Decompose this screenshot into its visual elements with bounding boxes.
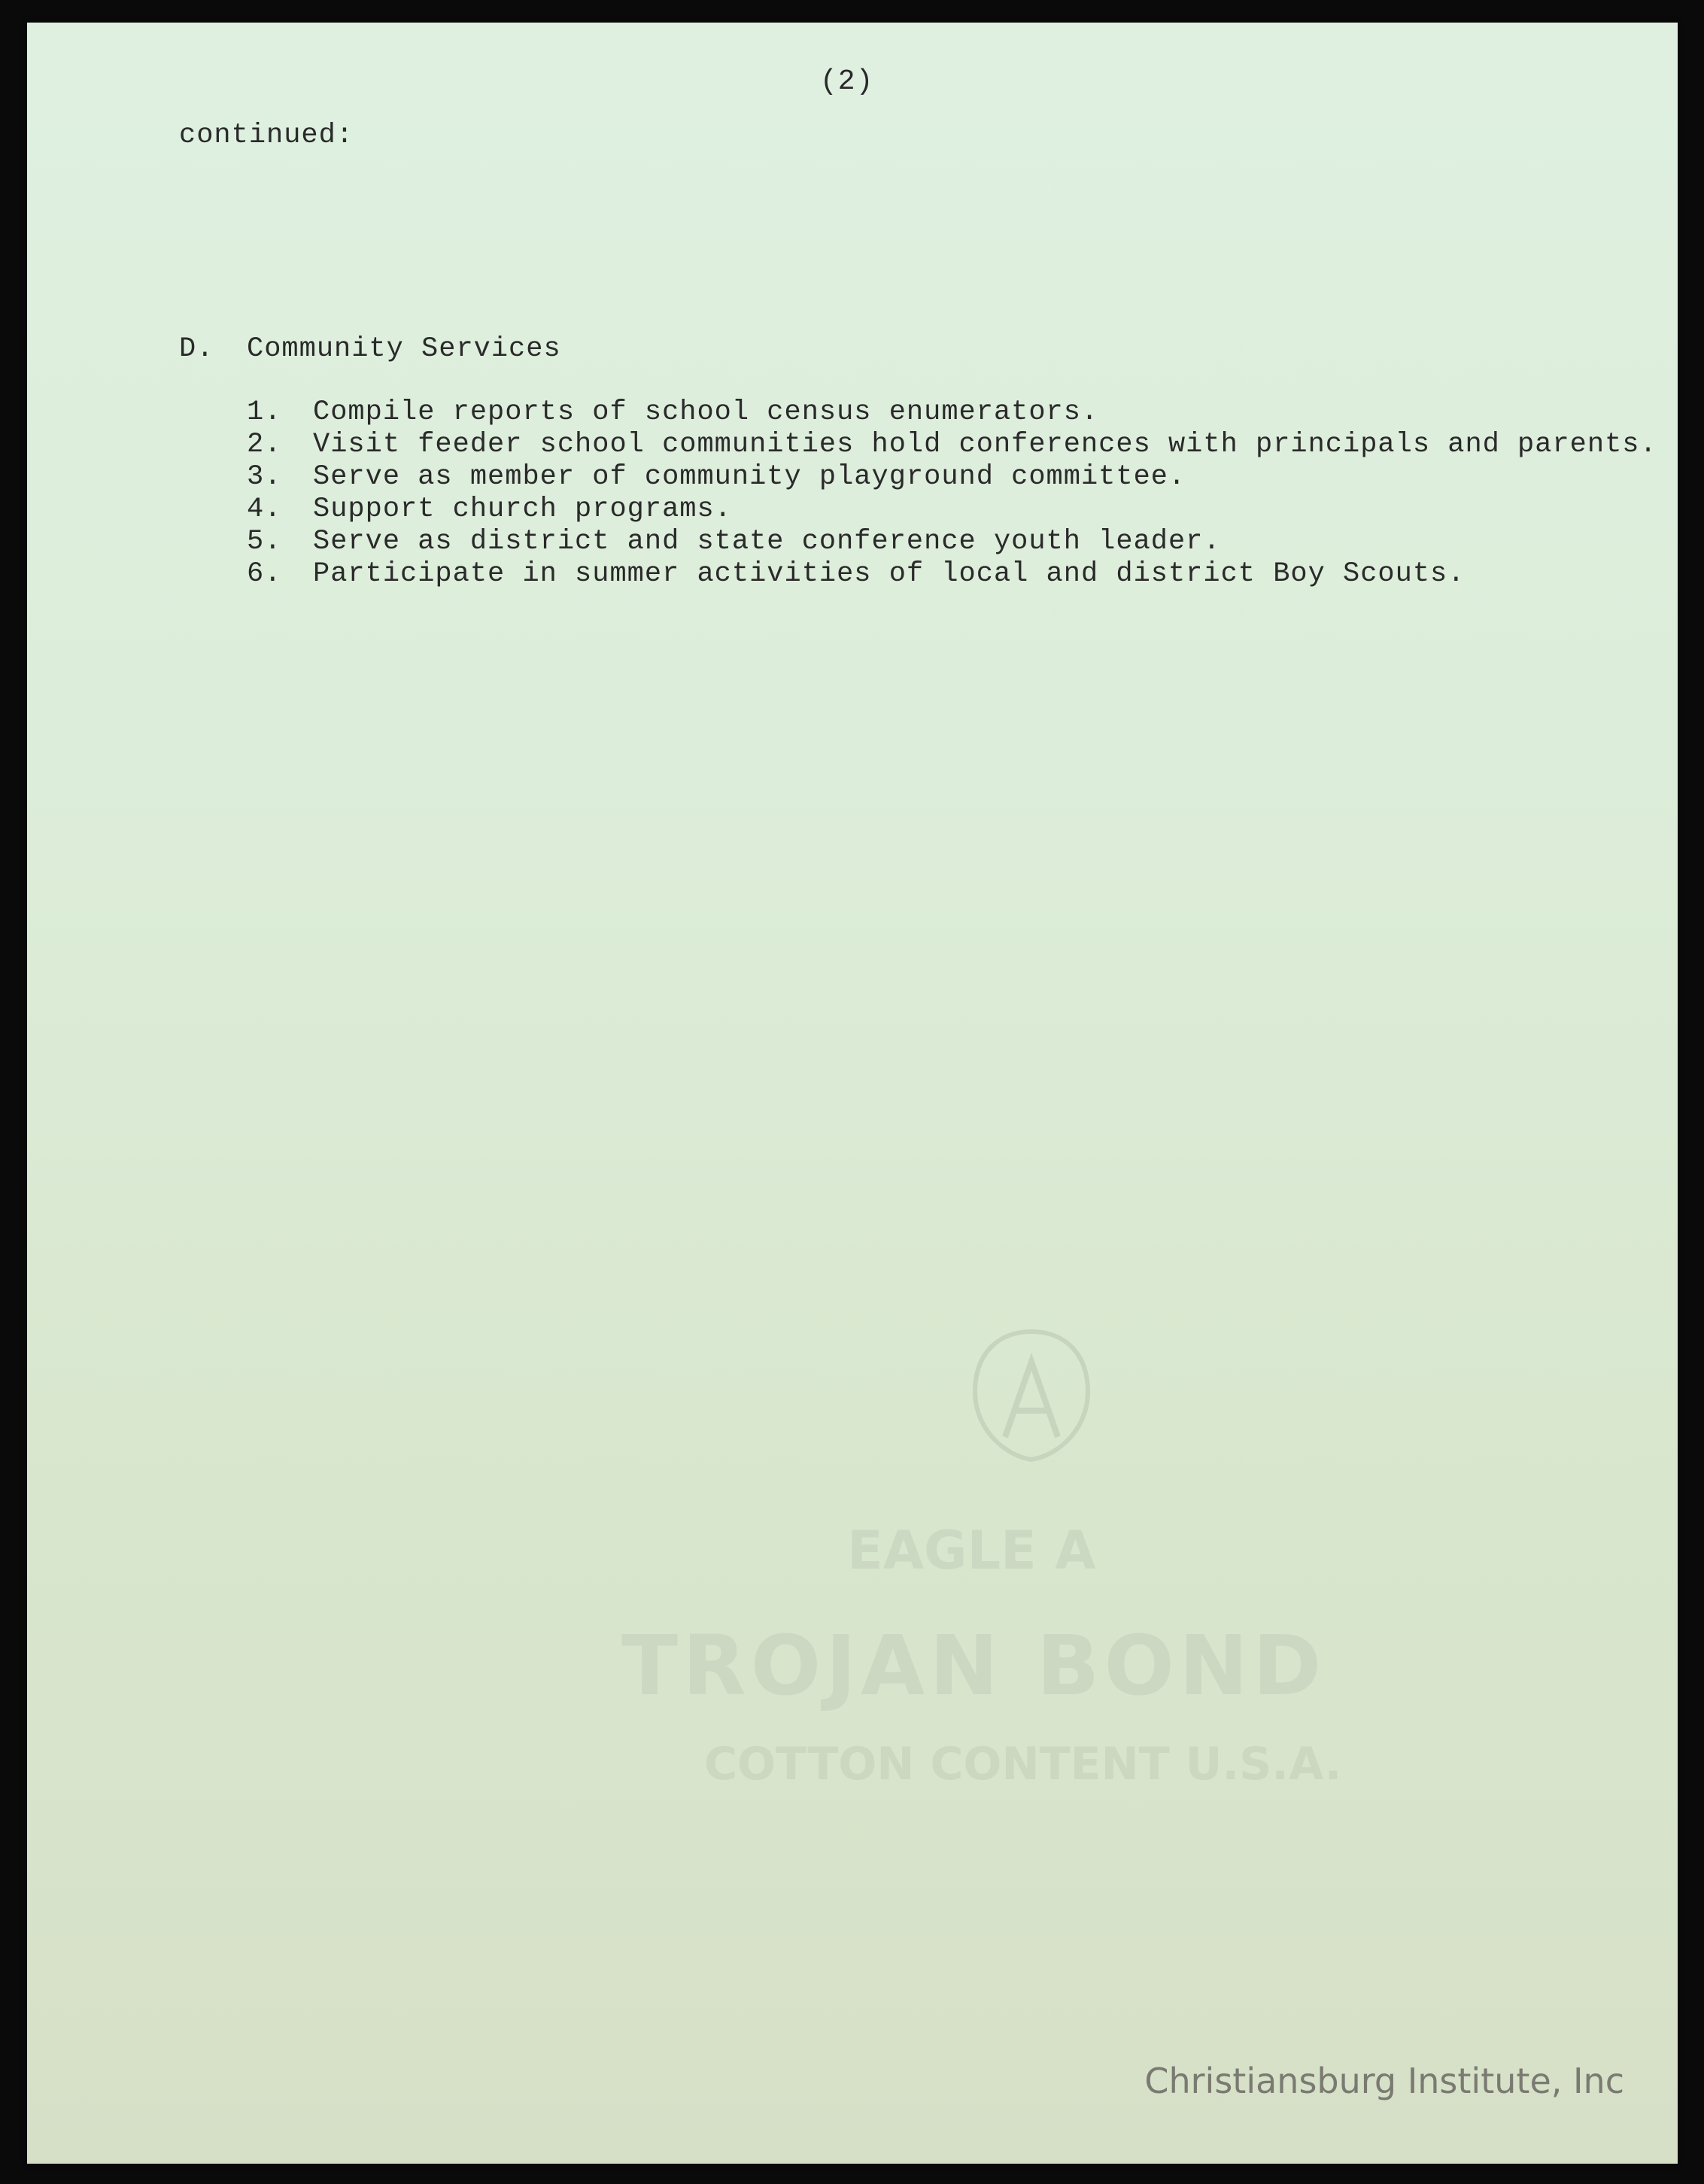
list-item-number: 5. [247,526,282,557]
list-item-number: 1. [247,396,282,428]
page-number: (2) [820,65,874,98]
section-title: Community Services [247,333,561,365]
document-page [27,23,1678,2164]
list-item-text: Serve as district and state conference youth leader. [313,526,1221,557]
section-letter: D. [179,333,214,365]
eagle-watermark-icon [952,1324,1110,1467]
list-item-number: 4. [247,494,282,525]
list-item-number: 2. [247,429,282,460]
list-item-number: 3. [247,461,282,493]
paper-brand-line3: COTTON CONTENT U.S.A. [704,1738,1342,1791]
archive-watermark: Christiansburg Institute, Inc [1144,2061,1624,2101]
paper-brand-line1: EAGLE A [847,1520,1096,1581]
list-item-text: Support church programs. [313,494,732,525]
list-item-text: Compile reports of school census enumerators. [313,396,1099,428]
list-item-text: Visit feeder school communities hold conferences with principals and parents. [313,429,1657,460]
continued-label: continued: [179,120,354,151]
list-item-text: Serve as member of community playground committee. [313,461,1186,493]
paper-brand-line2: TROJAN BOND [621,1617,1326,1714]
list-item-text: Participate in summer activities of local and district Boy Scouts. [313,558,1466,590]
list-item-number: 6. [247,558,282,590]
